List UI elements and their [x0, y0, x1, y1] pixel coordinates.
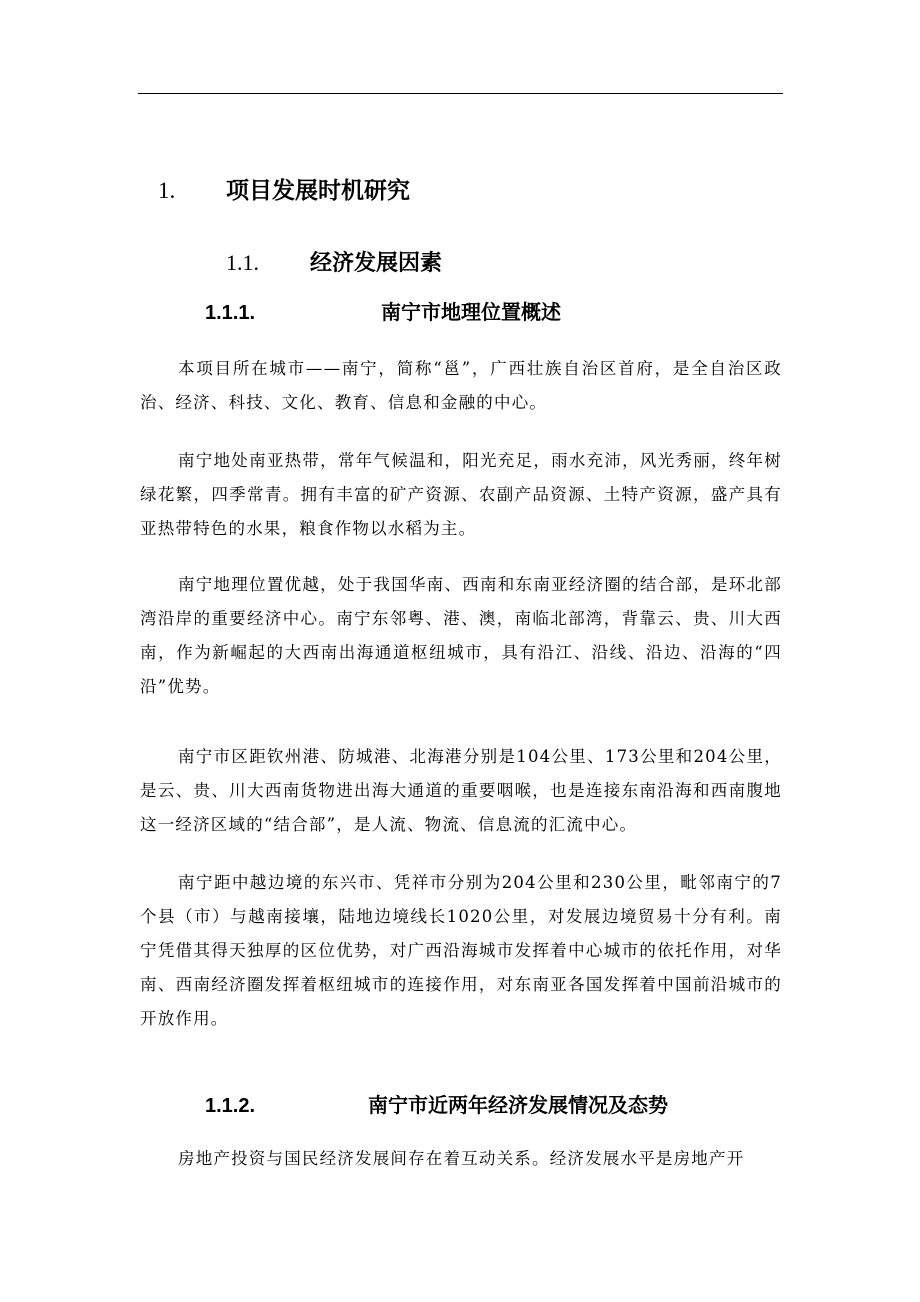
heading-2-title: 经济发展因素: [310, 251, 443, 276]
heading-1: [158, 172, 410, 205]
header-rule: [138, 93, 783, 94]
paragraph-2: 南宁地处南亚热带，常年气候温和，阳光充足，雨水充沛，风光秀丽，终年树绿花繁，四季常青。拥有丰富的矿产资源、农副产品资源、土特产资源，盛产具有亚热带特色的水果，粮食作物以水稻为主。: [140, 451, 782, 538]
heading-3-location: [205, 296, 561, 325]
heading-3-location-number: 1.1.1.: [205, 302, 256, 324]
heading-1-number: 1.: [158, 178, 176, 203]
paragraph-5: 南宁距中越边境的东兴市、凭祥市分别为204公里和230公里，毗邻南宁的7个县（市）与越南接壤，陆地边境线长1020公里，对发展边境贸易十分有利。南宁凭借其得天独厚的区位优势，对广西沿海城市发挥着中心城市的依托作用，对华南、西南经济圈发挥着枢纽城市的连接作用，对东南亚各国发挥着中国前沿城市的开放作用。: [140, 873, 782, 1028]
heading-3-economy-number: 1.1.2.: [205, 1095, 256, 1117]
paragraph-4: 南宁市区距钦州港、防城港、北海港分别是104公里、173公里和204公里，是云、贵、川大西南货物进出海大通道的重要咽喉，也是连接东南沿海和西南腹地这一经济区域的“结合部”，是人流、物流、信息流的汇流中心。: [140, 747, 782, 834]
heading-3-economy: [205, 1089, 668, 1118]
heading-3-economy-title: 南宁市近两年经济发展情况及态势: [368, 1093, 668, 1117]
paragraph-1: 本项目所在城市——南宁，简称“邕”，广西壮族自治区首府，是全自治区政治、经济、科技、文化、教育、信息和金融的中心。: [140, 359, 782, 412]
heading-2-number: 1.1.: [226, 250, 259, 275]
paragraph-6: 房地产投资与国民经济发展间存在着互动关系。经济发展水平是房地产开: [178, 1149, 745, 1168]
paragraph-3: 南宁地理位置优越，处于我国华南、西南和东南亚经济圈的结合部，是环北部湾沿岸的重要经济中心。南宁东邻粤、港、澳，南临北部湾，背靠云、贵、川大西南，作为新崛起的大西南出海通道枢纽城市，具有沿江、沿线、沿边、沿海的“四沿”优势。: [140, 575, 782, 696]
heading-1-title: 项目发展时机研究: [226, 178, 410, 204]
heading-2: [226, 246, 442, 277]
heading-3-location-title: 南宁市地理位置概述: [381, 300, 561, 324]
